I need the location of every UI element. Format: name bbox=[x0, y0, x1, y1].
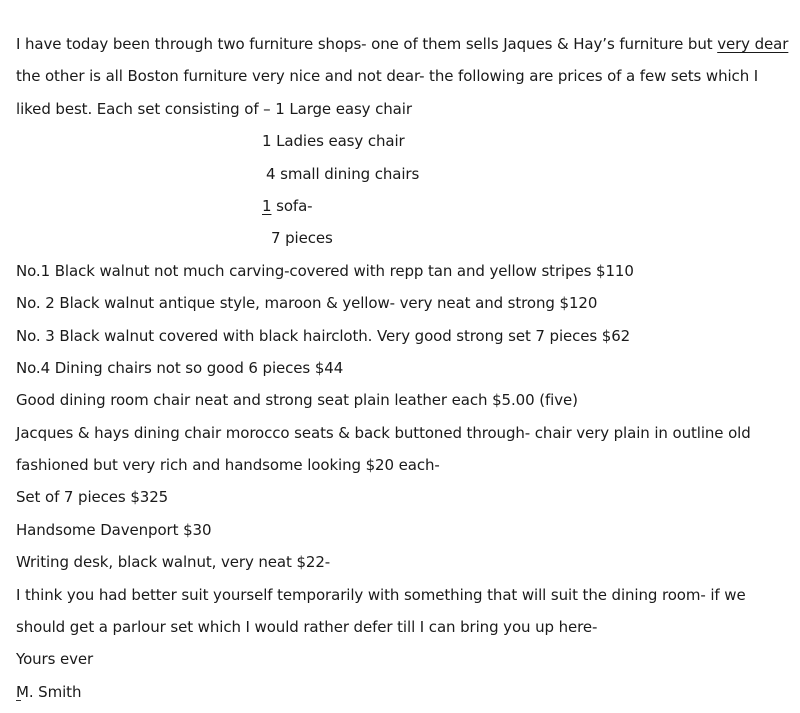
sofa-count: 1 bbox=[262, 196, 272, 215]
set-total-pieces: 7 pieces bbox=[271, 229, 333, 248]
closing-line-1: I think you had better suit yourself temporarily with something that will suit the dining room- if we bbox=[16, 585, 746, 604]
price-line-3: No. 3 Black walnut covered with black haircloth. Very good strong set 7 pieces $62 bbox=[16, 326, 631, 345]
davenport-line: Handsome Davenport $30 bbox=[16, 520, 212, 539]
underlined-very-dear: very dear bbox=[717, 35, 789, 53]
letter-line-intro-2: the other is all Boston furniture very nice and not dear- the following are prices of a few sets which I bbox=[16, 67, 759, 86]
writing-desk-line: Writing desk, black walnut, very neat $22- bbox=[16, 553, 331, 572]
signature: M. Smith bbox=[16, 682, 82, 701]
letter-transcription bbox=[16, 32, 796, 712]
set-item-sofa bbox=[16, 194, 796, 226]
price-line-1: No.1 Black walnut not much carving-covered with repp tan and yellow stripes $110 bbox=[16, 261, 634, 280]
sofa-text: sofa- bbox=[271, 196, 313, 215]
jacques-line-1: Jacques & hays dining chair morocco seats & back buttoned through- chair very plain in outline old bbox=[16, 423, 751, 442]
set-item-dining-chairs: 4 small dining chairs bbox=[266, 164, 420, 183]
jacques-line-2: fashioned but very rich and handsome looking $20 each- bbox=[16, 456, 440, 475]
text-cursor bbox=[16, 700, 21, 701]
dining-chair-line: Good dining room chair neat and strong seat plain leather each $5.00 (five) bbox=[16, 391, 578, 410]
set-of-seven-line: Set of 7 pieces $325 bbox=[16, 488, 169, 507]
letter-line-intro-1 bbox=[16, 32, 796, 64]
salutation: Yours ever bbox=[16, 650, 94, 669]
price-line-2: No. 2 Black walnut antique style, maroon & yellow- very neat and strong $120 bbox=[16, 294, 598, 313]
letter-line-intro-3: liked best. Each set consisting of – 1 Large easy chair bbox=[16, 99, 412, 118]
intro-1-text: I have today been through two furniture shops- one of them sells Jaques & Hay’s furniture but bbox=[16, 35, 718, 53]
closing-line-2: should get a parlour set which I would rather defer till I can bring you up here- bbox=[16, 618, 598, 637]
price-line-4: No.4 Dining chairs not so good 6 pieces $44 bbox=[16, 358, 344, 377]
set-item-ladies-chair: 1 Ladies easy chair bbox=[262, 132, 405, 151]
